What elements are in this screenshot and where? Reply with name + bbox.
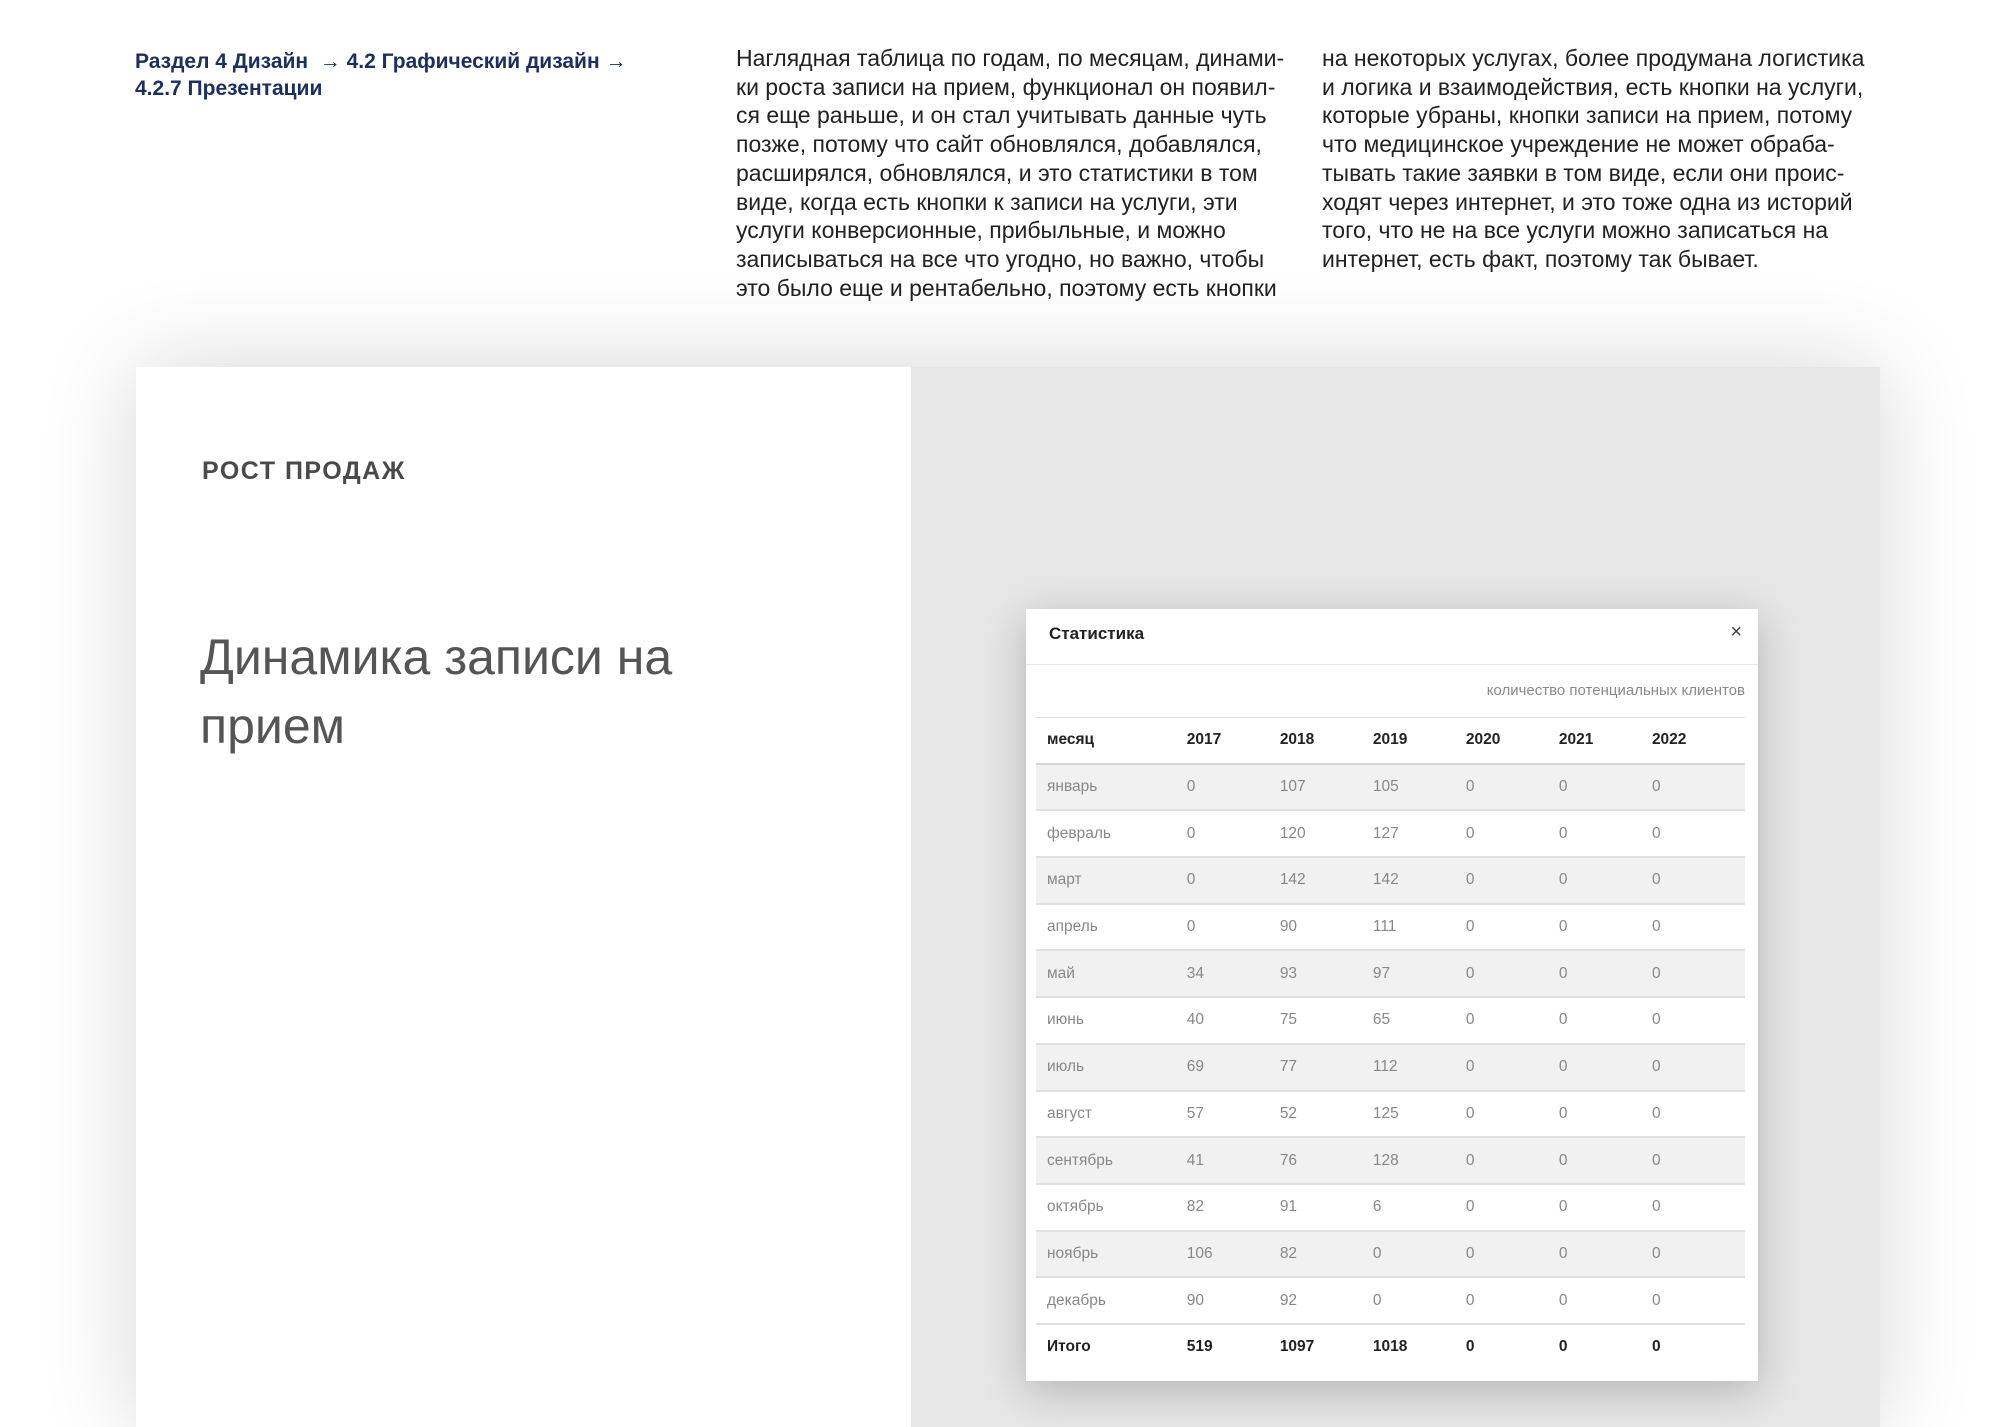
text-line: позже, потому что сайт обновлялся, добавлялся, <box>736 131 1262 158</box>
month-cell: ноябрь <box>1036 1231 1187 1278</box>
value-cell: 112 <box>1373 1044 1466 1091</box>
value-cell: 0 <box>1466 857 1559 904</box>
statistics-modal <box>1026 609 1758 1381</box>
body-text-column-2 <box>1322 44 1887 274</box>
value-cell: 0 <box>1466 1091 1559 1138</box>
value-cell: 0 <box>1559 764 1652 811</box>
text-line: которые убраны, кнопки записи на прием, потому <box>1322 102 1853 129</box>
total-cell: 1018 <box>1373 1324 1466 1370</box>
value-cell: 0 <box>1652 1044 1745 1091</box>
value-cell: 0 <box>1652 1184 1745 1231</box>
statistics-table <box>1036 717 1745 1370</box>
table-row <box>1036 904 1745 951</box>
table-row <box>1036 1091 1745 1138</box>
total-cell: 1097 <box>1280 1324 1373 1370</box>
modal-title: Статистика <box>1049 624 1145 643</box>
value-cell: 0 <box>1466 764 1559 811</box>
value-cell: 0 <box>1466 1231 1559 1278</box>
table-row <box>1036 997 1745 1044</box>
value-cell: 0 <box>1652 997 1745 1044</box>
value-cell: 0 <box>1559 1277 1652 1324</box>
value-cell: 0 <box>1559 950 1652 997</box>
value-cell: 107 <box>1280 764 1373 811</box>
text-line: тывать такие заявки в том виде, если они проис- <box>1322 159 1845 186</box>
table-row <box>1036 764 1745 811</box>
text-line: что медицинское учреждение не может обраба- <box>1322 131 1835 158</box>
month-cell: июнь <box>1036 997 1187 1044</box>
value-cell: 90 <box>1280 904 1373 951</box>
table-header-row <box>1036 718 1745 764</box>
text-line: записываться на все что угодно, но важно, чтобы <box>736 245 1265 272</box>
value-cell: 0 <box>1652 950 1745 997</box>
value-cell: 57 <box>1187 1091 1280 1138</box>
text-line: виде, когда есть кнопки к записи на услуги, эти <box>736 188 1238 215</box>
value-cell: 65 <box>1373 997 1466 1044</box>
units-label: количество потенциальных клиентов <box>1486 682 1745 699</box>
value-cell: 6 <box>1373 1184 1466 1231</box>
value-cell: 0 <box>1466 904 1559 951</box>
table-row <box>1036 1277 1745 1324</box>
value-cell: 82 <box>1187 1184 1280 1231</box>
value-cell: 40 <box>1187 997 1280 1044</box>
value-cell: 0 <box>1652 1231 1745 1278</box>
column-header: месяц <box>1036 718 1187 764</box>
value-cell: 0 <box>1652 1277 1745 1324</box>
text-line: ходят через интернет, и это тоже одна из историй <box>1322 188 1853 215</box>
table-row <box>1036 810 1745 857</box>
text-line: ки роста записи на прием, функционал он появил- <box>736 73 1276 100</box>
value-cell: 142 <box>1280 857 1373 904</box>
value-cell: 0 <box>1466 1277 1559 1324</box>
value-cell: 0 <box>1652 857 1745 904</box>
month-cell: апрель <box>1036 904 1187 951</box>
text-line: и логика и взаимодействия, есть кнопки на услуги, <box>1322 73 1864 100</box>
value-cell: 75 <box>1280 997 1373 1044</box>
value-cell: 127 <box>1373 810 1466 857</box>
slide-title <box>200 623 760 761</box>
month-cell: март <box>1036 857 1187 904</box>
table-body <box>1036 764 1745 1324</box>
value-cell: 34 <box>1187 950 1280 997</box>
text-line: ся еще раньше, и он стал учитывать данные чуть <box>736 102 1267 129</box>
value-cell: 0 <box>1466 1137 1559 1184</box>
total-cell: 0 <box>1559 1324 1652 1370</box>
table-total-row <box>1036 1324 1745 1370</box>
month-cell: февраль <box>1036 810 1187 857</box>
value-cell: 0 <box>1652 904 1745 951</box>
text-line: на некоторых услугах, более продумана логистика <box>1322 45 1865 71</box>
breadcrumb-line: Раздел 4 Дизайн → 4.2 Графический дизайн → <box>135 50 627 73</box>
value-cell: 91 <box>1280 1184 1373 1231</box>
slide-title-line: прием <box>200 697 345 754</box>
value-cell: 128 <box>1373 1137 1466 1184</box>
modal-header <box>1026 609 1758 665</box>
month-cell: июль <box>1036 1044 1187 1091</box>
value-cell: 52 <box>1280 1091 1373 1138</box>
body-text-column-1 <box>736 44 1301 302</box>
table-row <box>1036 1231 1745 1278</box>
text-line: это было еще и рентабельно, поэтому есть кнопки <box>736 274 1277 301</box>
table-row <box>1036 1137 1745 1184</box>
month-cell: январь <box>1036 764 1187 811</box>
value-cell: 0 <box>1373 1277 1466 1324</box>
month-cell: сентябрь <box>1036 1137 1187 1184</box>
total-cell: Итого <box>1036 1324 1187 1370</box>
value-cell: 0 <box>1652 764 1745 811</box>
value-cell: 0 <box>1187 810 1280 857</box>
slide-image <box>136 367 1880 1427</box>
value-cell: 0 <box>1466 950 1559 997</box>
value-cell: 0 <box>1466 1184 1559 1231</box>
table-row <box>1036 950 1745 997</box>
total-cell: 519 <box>1187 1324 1280 1370</box>
value-cell: 0 <box>1559 857 1652 904</box>
total-cell: 0 <box>1466 1324 1559 1370</box>
value-cell: 0 <box>1466 997 1559 1044</box>
breadcrumb-line: 4.2.7 Презентации <box>135 77 323 100</box>
value-cell: 0 <box>1559 904 1652 951</box>
value-cell: 125 <box>1373 1091 1466 1138</box>
value-cell: 0 <box>1559 1137 1652 1184</box>
value-cell: 93 <box>1280 950 1373 997</box>
text-line: Наглядная таблица по годам, по месяцам, динами- <box>736 45 1285 71</box>
text-line: услуги конверсионные, прибыльные, и можно <box>736 217 1226 244</box>
value-cell: 92 <box>1280 1277 1373 1324</box>
value-cell: 0 <box>1559 1184 1652 1231</box>
table-row <box>1036 857 1745 904</box>
column-header: 2022 <box>1652 718 1745 764</box>
breadcrumb <box>135 48 655 102</box>
value-cell: 0 <box>1187 764 1280 811</box>
value-cell: 0 <box>1559 1044 1652 1091</box>
column-header: 2019 <box>1373 718 1466 764</box>
value-cell: 105 <box>1373 764 1466 811</box>
value-cell: 0 <box>1559 1091 1652 1138</box>
month-cell: октябрь <box>1036 1184 1187 1231</box>
slide-eyebrow: РОСТ ПРОДАЖ <box>202 457 406 485</box>
value-cell: 111 <box>1373 904 1466 951</box>
value-cell: 0 <box>1187 904 1280 951</box>
close-icon[interactable]: × <box>1730 621 1742 643</box>
month-cell: декабрь <box>1036 1277 1187 1324</box>
value-cell: 69 <box>1187 1044 1280 1091</box>
slide-title-line: Динамика записи на <box>200 628 673 685</box>
month-cell: август <box>1036 1091 1187 1138</box>
month-cell: май <box>1036 950 1187 997</box>
column-header: 2017 <box>1187 718 1280 764</box>
value-cell: 0 <box>1652 1137 1745 1184</box>
value-cell: 0 <box>1652 810 1745 857</box>
value-cell: 0 <box>1559 810 1652 857</box>
column-header: 2021 <box>1559 718 1652 764</box>
value-cell: 77 <box>1280 1044 1373 1091</box>
column-header: 2020 <box>1466 718 1559 764</box>
table-row <box>1036 1044 1745 1091</box>
value-cell: 142 <box>1373 857 1466 904</box>
value-cell: 0 <box>1559 1231 1652 1278</box>
total-cell: 0 <box>1652 1324 1745 1370</box>
value-cell: 97 <box>1373 950 1466 997</box>
value-cell: 82 <box>1280 1231 1373 1278</box>
column-header: 2018 <box>1280 718 1373 764</box>
value-cell: 0 <box>1466 810 1559 857</box>
value-cell: 106 <box>1187 1231 1280 1278</box>
text-line: расширялся, обновлялся, и это статистики в том <box>736 159 1258 186</box>
value-cell: 0 <box>1373 1231 1466 1278</box>
value-cell: 0 <box>1652 1091 1745 1138</box>
value-cell: 90 <box>1187 1277 1280 1324</box>
value-cell: 0 <box>1187 857 1280 904</box>
value-cell: 76 <box>1280 1137 1373 1184</box>
value-cell: 41 <box>1187 1137 1280 1184</box>
table-row <box>1036 1184 1745 1231</box>
value-cell: 0 <box>1559 997 1652 1044</box>
text-line: того, что не на все услуги можно записаться на <box>1322 217 1829 244</box>
value-cell: 0 <box>1466 1044 1559 1091</box>
slide-left-panel <box>136 367 911 1427</box>
value-cell: 120 <box>1280 810 1373 857</box>
text-line: интернет, есть факт, поэтому так бывает. <box>1322 245 1759 272</box>
